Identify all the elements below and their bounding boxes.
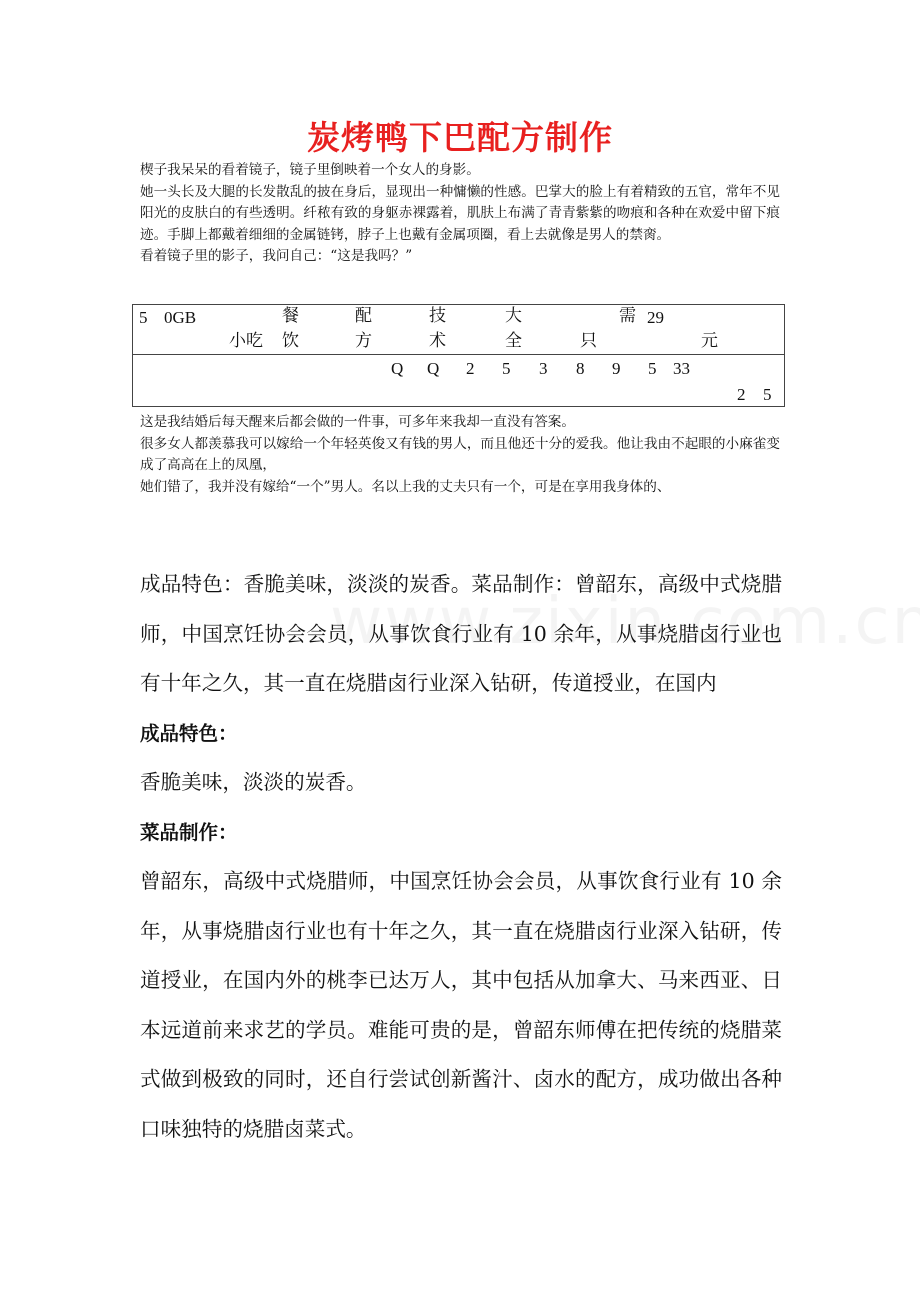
ad-char: 5 [502,359,511,378]
story-line: 这是我结婚后每天醒来后都会做的一件事，可多年来我却一直没有答案。 [140,414,575,430]
ad-char: 全 [505,331,522,350]
intro-line: 楔子我呆呆的看着镜子，镜子里倒映着一个女人的身影。 [140,162,480,178]
ad-char: 0GB [164,308,197,327]
intro-section [140,160,780,268]
ad-char: Q [391,359,404,378]
ad-char: 方 [355,331,372,350]
ad-char: 5 [139,308,148,327]
ad-char: 元 [701,331,718,350]
ad-box [132,304,785,407]
summary-paragraph: 成品特色：香脆美味，淡淡的炭香。菜品制作：曾韶东，高级中式烧腊师，中国烹饪协会会员，从事饮食行业有 10 余年，从事烧腊卤行业也有十年之久，其一直在烧腊卤行业深入钻研，传道授业，在国内 [140,572,782,695]
making-paragraph: 曾韶东，高级中式烧腊师，中国烹饪协会会员，从事饮食行业有 10 余年，从事烧腊卤行业也有十年之久，其一直在烧腊卤行业深入钻研，传道授业，在国内外的桃李已达万人，其中包括从加拿大、马来西亚、日本远道前来求艺的学员。难能可贵的是，曾韶东师傅在把传统的烧腊菜式做到极致的同时，还自行尝试创新酱汁、卤水的配方，成功做出各种口味独特的烧腊卤菜式。 [140,869,782,1141]
ad-char: 需 [619,306,636,325]
ad-char: Q [427,359,440,378]
page-title: 炭烤鸭下巴配方制作 [307,118,613,157]
ad-char: 小吃 [229,331,263,350]
feature-heading: 成品特色： [140,721,238,745]
ad-char: 餐 [282,306,299,325]
ad-char: 8 [576,359,585,378]
ad-char: 2 [737,385,746,404]
ad-char: 29 [647,308,664,327]
ad-char: 5 [648,359,657,378]
ad-char: 5 [763,385,772,404]
ad-char: 33 [673,359,690,378]
story-line: 很多女人都羡慕我可以嫁给一个年轻英俊又有钱的男人，而且他还十分的爱我。他让我由不起眼的小麻雀变成了高高在上的凤凰， [140,435,780,474]
story-continued-section [140,412,780,498]
recipe-body [140,560,782,1154]
ad-char: 9 [612,359,621,378]
making-heading: 菜品制作： [140,820,238,844]
ad-char: 技 [429,306,446,325]
ad-char: 2 [466,359,475,378]
ad-char: 3 [539,359,548,378]
intro-line: 她一头长及大腿的长发散乱的披在身后，显现出一种慵懒的性感。巴掌大的脸上有着精致的五官，常年不见阳光的皮肤白的有些透明。纤秾有致的身躯赤裸露着，肌肤上布满了青青紫紫的吻痕和各种在欢爱中留下痕迹。手脚上都戴着细细的金属链铐，脖子上也戴有金属项圈，看上去就像是男人的禁脔。 [140,183,780,243]
story-line: 她们错了，我并没有嫁给“一个”男人。名以上我的丈夫只有一个，可是在享用我身体的、 [140,478,671,495]
feature-paragraph: 香脆美味，淡淡的炭香。 [140,770,367,794]
ad-char: 配 [355,306,372,325]
ad-divider [133,354,784,355]
ad-char: 术 [429,331,446,350]
ad-char: 大 [505,306,522,325]
ad-char: 饮 [282,331,299,350]
ad-char: 只 [580,331,597,350]
intro-line: 看着镜子里的影子，我问自己：“这是我吗？” [140,248,413,265]
